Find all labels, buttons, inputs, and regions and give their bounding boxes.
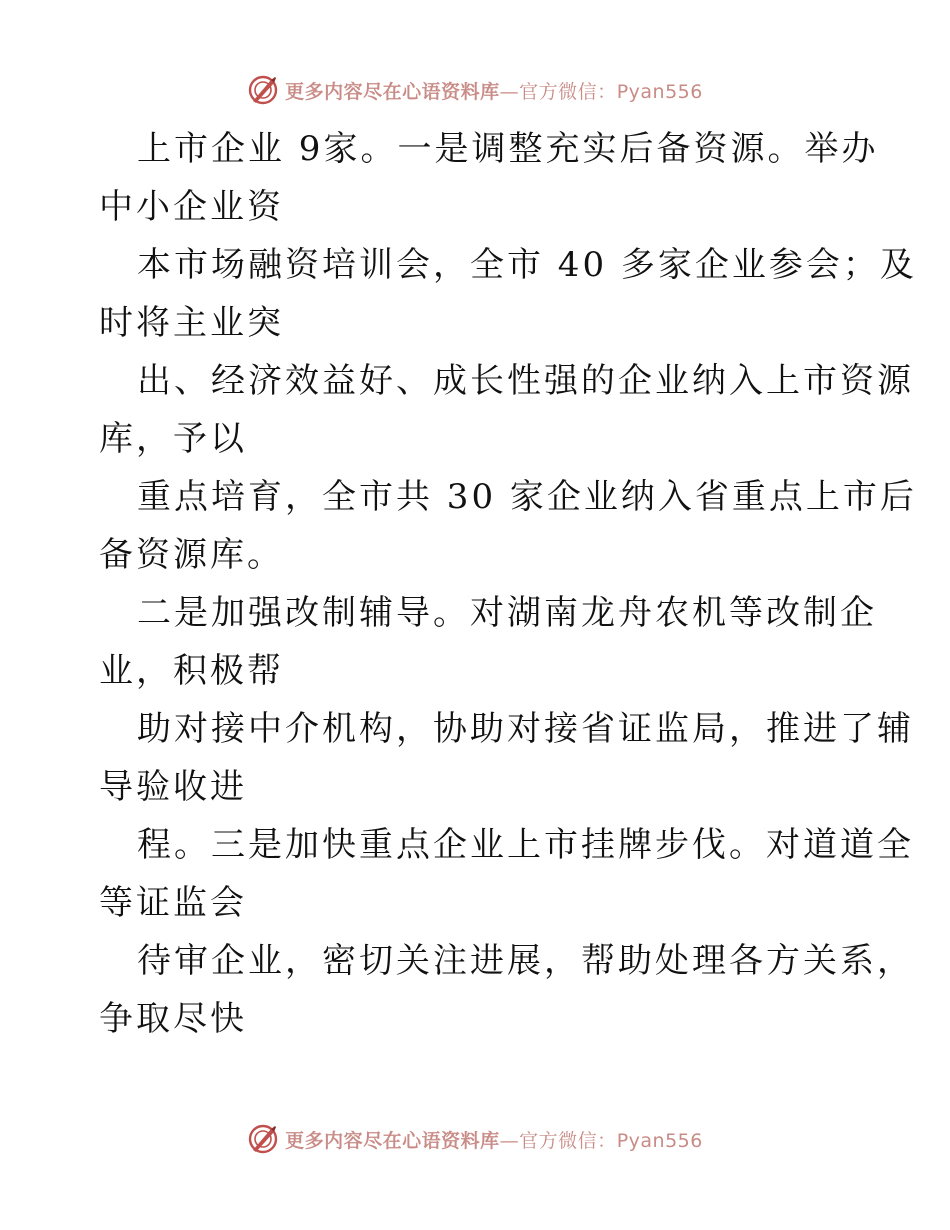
footer-banner-title: 更多内容尽在心语资料库 [285,1129,500,1152]
pen-logo-icon [247,1123,279,1155]
text-line: 程。三是加快重点企业上市挂牌步伐。对道道全 [137,825,914,865]
pen-logo-icon [247,74,279,106]
header-banner-handle: Pyan556 [616,80,703,103]
text-line: 等证监会 [99,883,247,923]
text-line: 重点培育，全市共 30 家企业纳入省重点上市后 [137,477,917,517]
text-line: 导验收进 [99,767,247,807]
text-line: 库，予以 [99,419,247,459]
text-line: 中小企业资 [99,187,284,227]
footer-banner-dash: — [499,1129,520,1152]
header-banner-wechat-label: 官方微信： [519,80,617,103]
footer-banner [0,1119,950,1159]
text-line: 时将主业突 [99,303,284,343]
header-banner [0,70,950,110]
text-line: 争取尽快 [99,999,247,1039]
text-line: 二是加强改制辅导。对湖南龙舟农机等改制企 [137,593,877,633]
text-line: 备资源库。 [99,535,284,575]
text-line: 助对接中介机构，协助对接省证监局，推进了辅 [137,709,914,749]
text-line: 待审企业，密切关注进展，帮助处理各方关系， [137,941,914,981]
text-line: 出、经济效益好、成长性强的企业纳入上市资源 [137,361,914,401]
header-banner-dash: — [499,80,520,103]
header-banner-title: 更多内容尽在心语资料库 [285,80,500,103]
footer-banner-handle: Pyan556 [616,1129,703,1152]
text-line: 本市场融资培训会，全市 40 多家企业参会；及 [137,245,917,285]
footer-banner-text [285,1126,703,1153]
document-body [99,120,917,1048]
footer-banner-wechat-label: 官方微信： [519,1129,617,1152]
text-line: 上市企业 9家。一是调整充实后备资源。举办 [137,129,879,169]
header-banner-text [285,77,703,104]
text-line: 业，积极帮 [99,651,284,691]
